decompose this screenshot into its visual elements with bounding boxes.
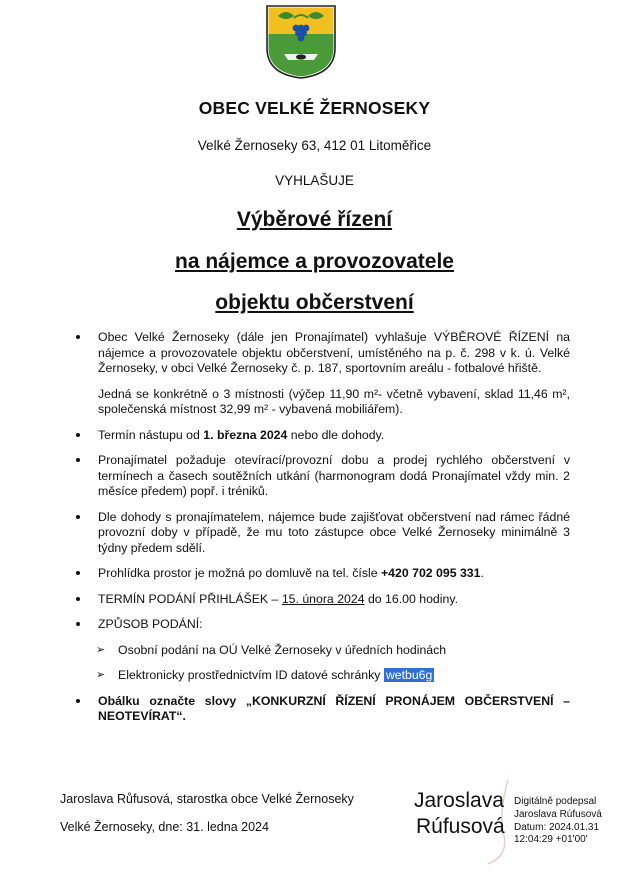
- paragraph-rooms: Jedná se konkrétně o 3 místnosti (výčep 11,90 m²- včetně vybavení, sklad 11,46 m², společenská místnost 32,99 m² - vybavená mobiliářem).: [98, 386, 570, 416]
- digital-signature-info: [514, 796, 602, 847]
- signature-info-line: Digitálně podepsal: [514, 796, 597, 807]
- tender-conditions-list: [74, 330, 570, 725]
- arrow-bullet-icon: ➢: [96, 669, 106, 681]
- list-item: [74, 453, 570, 500]
- list-item: [74, 510, 570, 557]
- start-date-suffix: nebo dle dohody.: [287, 427, 385, 442]
- sub-list-item: [74, 668, 570, 684]
- list-item: [74, 617, 570, 633]
- coat-of-arms-logo: [264, 4, 338, 80]
- signature-info-line: Datum: 2024.01.31: [514, 821, 600, 833]
- list-item: [74, 592, 570, 608]
- viewing-prefix: Prohlídka prostor je možná po domluvě na tel. čísle: [98, 566, 381, 580]
- bullet-icon: [76, 597, 80, 601]
- bullet-icon: [76, 335, 80, 339]
- bullet-icon: [76, 571, 80, 575]
- bullet-icon: [76, 433, 80, 437]
- submission-method-heading: ZPŮSOB PODÁNÍ:: [98, 617, 203, 631]
- announces-label: VYHLAŠUJE: [275, 173, 354, 188]
- signature-first-name: Jaroslava: [414, 789, 504, 812]
- bullet-icon: [76, 515, 80, 519]
- deadline-date: 15. února 2024: [281, 591, 365, 606]
- bullet-icon: [76, 622, 80, 626]
- signature-info-line: 12:04:29 +01'00': [514, 834, 588, 846]
- sub-list-item: [74, 643, 570, 659]
- bullet-icon: [76, 458, 80, 462]
- envelope-instruction: Obálku označte slovy „KONKURZNÍ ŘÍZENÍ PRONÁJEM OBČERSTVENÍ – NEOTEVÍRAT“.: [98, 693, 570, 723]
- list-item: [74, 428, 570, 444]
- paragraph-extra-service: Dle dohody s pronajímatelem, nájemce bude zajišťovat občerstvení nad rámec řádné provozní doby v případě, že mu toto zástupce obce Velké Žernoseky minimálně 3 týdny předem sdělí.: [98, 509, 570, 555]
- document-title-line-3: objektu občerstvení: [215, 291, 414, 314]
- list-item-continuation: [74, 387, 570, 418]
- submission-in-person: Osobní podání na OÚ Velké Žernoseky v úředních hodinách: [118, 642, 447, 657]
- submission-electronic-prefix: Elektronicky prostřednictvím ID datové schránky: [118, 668, 384, 682]
- start-date: 1. března 2024: [203, 427, 288, 442]
- signature-last-name: Rúfusová: [416, 815, 505, 838]
- deadline-prefix: TERMÍN PODÁNÍ PŘIHLÁŠEK –: [98, 591, 282, 606]
- signer-name: Jaroslava Růfusová, starostka obce Velké Žernoseky: [60, 792, 354, 806]
- paragraph-opening-hours: Pronajímatel požaduje otevírací/provozní dobu a prodej rychlého občerstvení v termínech a časech soutěžních utkání (harmonogram dodá Pronajímatel vždy min. 2 měsíce předem) popř. i tréniků.: [98, 453, 570, 498]
- place-and-date: Velké Žernoseky, dne: 31. ledna 2024: [60, 820, 269, 834]
- paragraph-intro: Obec Velké Žernoseky (dále jen Pronajímatel) vyhlašuje VÝBĚROVÉ ŘÍZENÍ na nájemce a provozovatele objektu občerstvení, umístěného na p. č. 298 v k. ú. Velké Žernoseky, v obci Velké Žernoseky č. p. 187, sportovním areálu - fotbalové hřiště.: [98, 330, 570, 375]
- list-item: [74, 330, 570, 377]
- list-item: [74, 566, 570, 582]
- phone-number: +420 702 095 331: [380, 566, 481, 580]
- start-date-prefix: Termín nástupu od: [98, 427, 204, 442]
- viewing-suffix: .: [480, 566, 484, 580]
- deadline-suffix: do 16.00 hodiny.: [364, 591, 458, 606]
- digital-signature-name: [414, 788, 505, 840]
- bullet-icon: [76, 699, 80, 703]
- municipality-address: Velké Žernoseky 63, 412 01 Litoměřice: [197, 138, 432, 153]
- arrow-bullet-icon: ➢: [96, 643, 106, 656]
- municipality-name: OBEC VELKÉ ŽERNOSEKY: [198, 98, 431, 118]
- list-item: [74, 694, 570, 725]
- document-title-line-2: na nájemce a provozovatele: [175, 250, 454, 273]
- signature-info-line: Jaroslava Rúfusová: [514, 808, 602, 820]
- document-title-line-1: Výběrové řízení: [236, 208, 393, 231]
- data-box-id: wetbu6g: [385, 668, 433, 682]
